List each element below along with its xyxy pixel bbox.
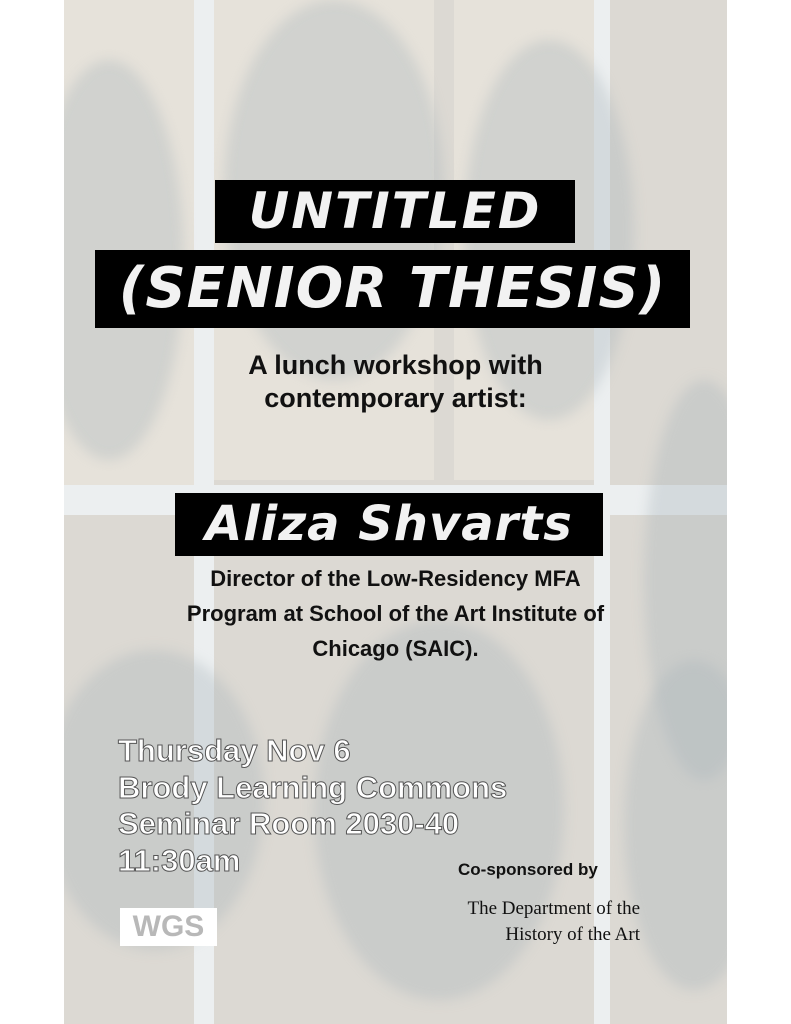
sponsor-line-2: History of the Art — [505, 924, 640, 945]
bio-line-2: Program at School of the Art Institute of — [186, 601, 605, 626]
intro-line-2: contemporary artist: — [264, 383, 527, 413]
sponsor-label: Co-sponsored by — [458, 860, 598, 879]
title-line-1: UNTITLED — [215, 180, 575, 243]
sponsor-department — [467, 896, 640, 948]
event-info — [118, 733, 507, 879]
sponsor-line-1: The Department of the — [467, 898, 640, 919]
poster — [64, 0, 727, 1024]
event-time: 11:30am — [118, 842, 241, 878]
intro-line-1: A lunch workshop with — [248, 350, 543, 380]
bio-line-3: Chicago (SAIC). — [312, 636, 479, 661]
event-venue: Brody Learning Commons — [118, 769, 508, 805]
wgs-logo: WGS — [120, 908, 217, 946]
artist-name: Aliza Shvarts — [175, 493, 603, 556]
bio-line-1: Director of the Low-Residency MFA — [210, 566, 581, 591]
title-line-2: (SENIOR THESIS) — [95, 250, 690, 328]
event-date: Thursday Nov 6 — [118, 733, 351, 768]
event-room: Seminar Room 2030-40 — [118, 806, 460, 841]
